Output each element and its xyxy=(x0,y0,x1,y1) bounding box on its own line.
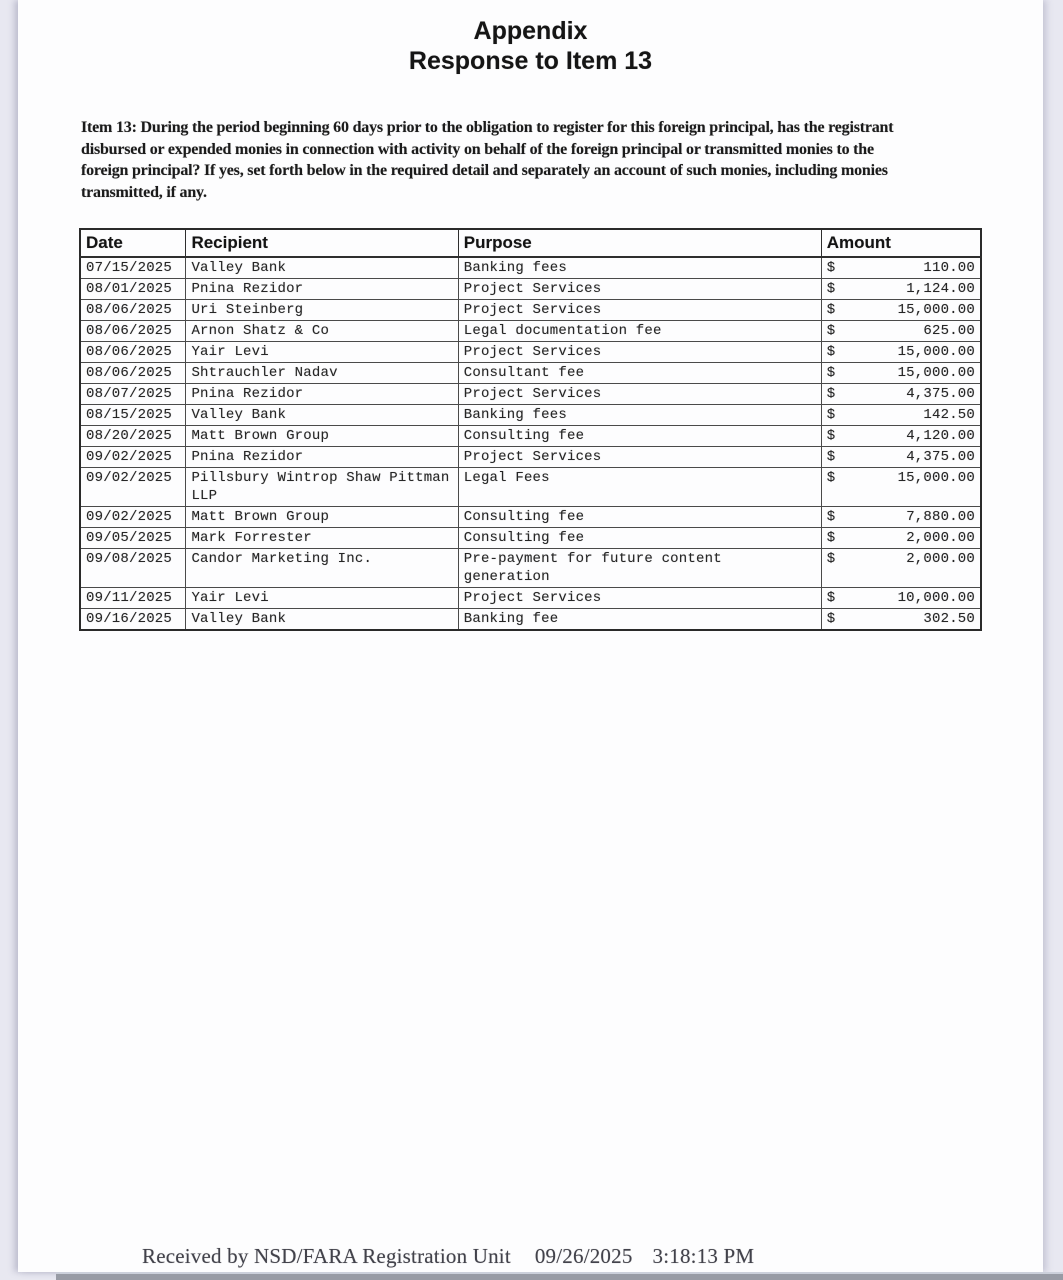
table-row xyxy=(80,507,981,528)
table-row xyxy=(80,549,981,588)
date-cell: 08/06/2025 xyxy=(80,321,186,342)
purpose-cell: Consultant fee xyxy=(458,363,821,384)
recipient-cell: Valley Bank xyxy=(186,257,458,279)
amount-value: 15,000.00 xyxy=(897,365,975,381)
amount-cell xyxy=(821,363,981,384)
purpose-cell: Consulting fee xyxy=(458,528,821,549)
table-row xyxy=(80,426,981,447)
amount-value: 15,000.00 xyxy=(897,302,975,318)
item13-line: foreign principal? If yes, set forth below in the required detail and separately an account of such monies, including monies xyxy=(81,162,888,179)
item13-line: disbursed or expended monies in connection with activity on behalf of the foreign principal or transmitted monies to the xyxy=(81,140,874,158)
table-row xyxy=(80,528,981,549)
purpose-cell: Legal documentation fee xyxy=(458,321,821,342)
table-row xyxy=(80,321,981,342)
amount-value: 302.50 xyxy=(923,611,975,627)
received-date: 09/26/2025 xyxy=(534,1244,633,1268)
item13-line: transmitted, if any. xyxy=(81,183,207,201)
amount-value: 4,120.00 xyxy=(906,428,975,444)
currency-symbol: $ xyxy=(826,470,836,486)
table-row xyxy=(80,588,981,609)
purpose-cell: Legal Fees xyxy=(458,468,821,507)
purpose-cell: Banking fees xyxy=(458,257,821,279)
amount-value: 10,000.00 xyxy=(897,590,975,606)
title-block xyxy=(18,16,1043,76)
date-cell: 07/15/2025 xyxy=(80,257,186,279)
purpose-cell: Consulting fee xyxy=(458,426,821,447)
photo-bottom-strip xyxy=(56,1272,1063,1280)
purpose-cell: Project Services xyxy=(458,300,821,321)
currency-symbol: $ xyxy=(826,590,836,606)
currency-symbol: $ xyxy=(826,386,836,402)
date-cell: 08/06/2025 xyxy=(80,342,186,363)
amount-cell xyxy=(821,321,981,342)
table-row xyxy=(80,609,981,631)
item13-line: Item 13: During the period beginning 60 days prior to the obligation to register for this foreign principal, has the registrant xyxy=(81,119,894,136)
amount-value: 7,880.00 xyxy=(906,509,975,525)
date-cell: 09/02/2025 xyxy=(80,468,186,507)
recipient-cell: Mark Forrester xyxy=(186,528,458,549)
amount-value: 142.50 xyxy=(923,407,975,423)
recipient-cell: Matt Brown Group xyxy=(186,426,458,447)
amount-cell xyxy=(821,468,981,507)
table-row xyxy=(80,279,981,300)
date-cell: 08/20/2025 xyxy=(80,426,186,447)
date-cell: 08/15/2025 xyxy=(80,405,186,426)
table-row xyxy=(80,447,981,468)
purpose-cell: Pre-payment for future content generation xyxy=(458,549,821,588)
table-body xyxy=(80,257,981,630)
received-by-text: Received by NSD/FARA Registration Unit xyxy=(142,1244,511,1268)
document-page xyxy=(18,0,1043,1272)
purpose-cell: Project Services xyxy=(458,384,821,405)
page-subtitle: Response to Item 13 xyxy=(408,47,653,75)
date-cell: 08/06/2025 xyxy=(80,300,186,321)
date-cell: 08/06/2025 xyxy=(80,363,186,384)
amount-cell xyxy=(821,342,981,363)
purpose-cell: Consulting fee xyxy=(458,507,821,528)
receipt-stamp xyxy=(142,1243,754,1269)
amount-cell xyxy=(821,609,981,631)
amount-value: 110.00 xyxy=(923,260,975,276)
recipient-cell: Candor Marketing Inc. xyxy=(186,549,458,588)
date-cell: 09/02/2025 xyxy=(80,447,186,468)
table-row xyxy=(80,300,981,321)
currency-symbol: $ xyxy=(826,509,836,525)
currency-symbol: $ xyxy=(826,365,836,381)
date-cell: 09/08/2025 xyxy=(80,549,186,588)
currency-symbol: $ xyxy=(826,551,836,567)
date-cell: 09/11/2025 xyxy=(80,588,186,609)
amount-cell xyxy=(821,426,981,447)
purpose-cell: Banking fee xyxy=(458,609,821,631)
table-row xyxy=(80,342,981,363)
date-cell: 09/16/2025 xyxy=(80,609,186,631)
currency-symbol: $ xyxy=(826,302,836,318)
recipient-cell: Pnina Rezidor xyxy=(186,384,458,405)
date-cell: 09/05/2025 xyxy=(80,528,186,549)
recipient-cell: Arnon Shatz & Co xyxy=(186,321,458,342)
recipient-cell: Valley Bank xyxy=(186,609,458,631)
page-title: Appendix xyxy=(473,17,588,45)
currency-symbol: $ xyxy=(826,323,836,339)
date-cell: 08/07/2025 xyxy=(80,384,186,405)
column-header-recipient: Recipient xyxy=(186,229,458,257)
currency-symbol: $ xyxy=(826,407,836,423)
currency-symbol: $ xyxy=(826,530,836,546)
purpose-cell: Project Services xyxy=(458,588,821,609)
date-cell: 09/02/2025 xyxy=(80,507,186,528)
received-time: 3:18:13 PM xyxy=(652,1244,755,1268)
amount-cell xyxy=(821,405,981,426)
amount-cell xyxy=(821,528,981,549)
recipient-cell: Shtrauchler Nadav xyxy=(186,363,458,384)
amount-cell xyxy=(821,549,981,588)
recipient-cell: Uri Steinberg xyxy=(186,300,458,321)
currency-symbol: $ xyxy=(826,281,836,297)
column-header-amount: Amount xyxy=(821,229,981,257)
amount-value: 15,000.00 xyxy=(897,470,975,486)
currency-symbol: $ xyxy=(826,260,836,276)
recipient-cell: Yair Levi xyxy=(186,342,458,363)
currency-symbol: $ xyxy=(826,344,836,360)
amount-value: 4,375.00 xyxy=(906,449,975,465)
amount-value: 2,000.00 xyxy=(906,551,975,567)
recipient-cell: Matt Brown Group xyxy=(186,507,458,528)
amount-value: 4,375.00 xyxy=(906,386,975,402)
item13-paragraph xyxy=(81,117,966,203)
table-row xyxy=(80,405,981,426)
recipient-cell: Pnina Rezidor xyxy=(186,447,458,468)
amount-cell xyxy=(821,300,981,321)
amount-cell xyxy=(821,507,981,528)
currency-symbol: $ xyxy=(826,428,836,444)
recipient-cell: Pillsbury Wintrop Shaw Pittman LLP xyxy=(186,468,458,507)
amount-value: 625.00 xyxy=(923,323,975,339)
amount-value: 15,000.00 xyxy=(897,344,975,360)
table-header-row xyxy=(80,229,981,257)
amount-cell xyxy=(821,447,981,468)
table-row xyxy=(80,363,981,384)
recipient-cell: Pnina Rezidor xyxy=(186,279,458,300)
currency-symbol: $ xyxy=(826,611,836,627)
amount-cell xyxy=(821,279,981,300)
amount-value: 2,000.00 xyxy=(906,530,975,546)
disbursements-table xyxy=(79,228,982,631)
purpose-cell: Project Services xyxy=(458,342,821,363)
recipient-cell: Yair Levi xyxy=(186,588,458,609)
column-header-purpose: Purpose xyxy=(458,229,821,257)
purpose-cell: Project Services xyxy=(458,279,821,300)
date-cell: 08/01/2025 xyxy=(80,279,186,300)
currency-symbol: $ xyxy=(826,449,836,465)
amount-value: 1,124.00 xyxy=(906,281,975,297)
amount-cell xyxy=(821,384,981,405)
table-row xyxy=(80,468,981,507)
table-row xyxy=(80,384,981,405)
amount-cell xyxy=(821,588,981,609)
purpose-cell: Banking fees xyxy=(458,405,821,426)
amount-cell xyxy=(821,257,981,279)
recipient-cell: Valley Bank xyxy=(186,405,458,426)
table-row xyxy=(80,257,981,279)
column-header-date: Date xyxy=(80,229,186,257)
purpose-cell: Project Services xyxy=(458,447,821,468)
